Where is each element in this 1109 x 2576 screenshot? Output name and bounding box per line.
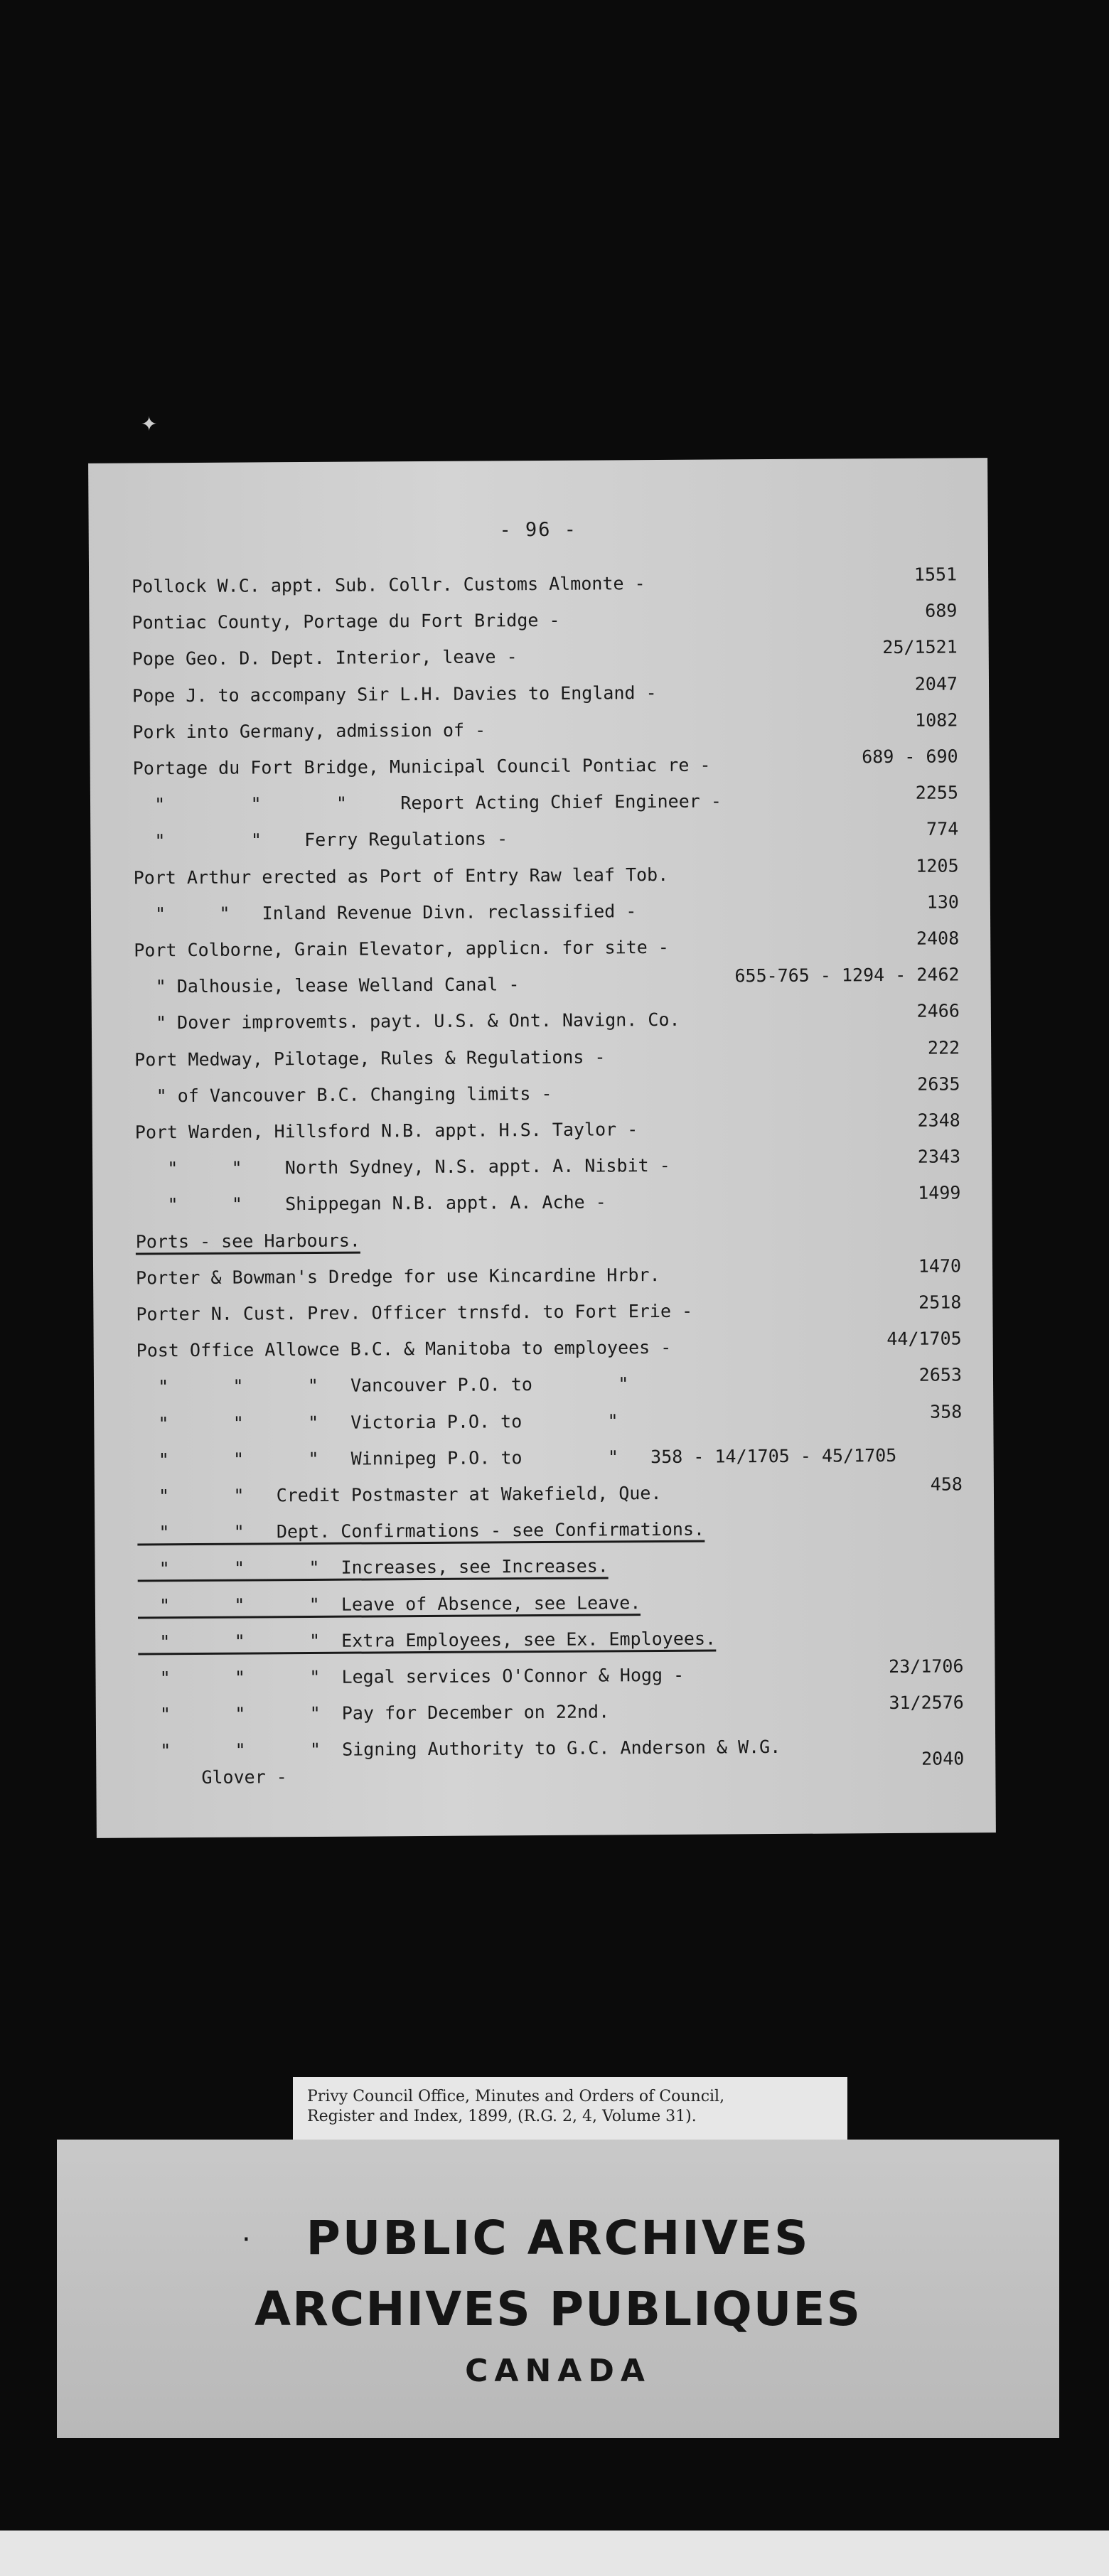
archive-country: CANADA [465, 2353, 651, 2389]
archival-citation [293, 2077, 847, 2145]
index-entry [94, 1328, 993, 1365]
index-entry [92, 1073, 991, 1110]
entry-text: " Dover improvemts. payt. U.S. & Ont. Navign. Co. [134, 1009, 680, 1034]
index-entry [92, 1146, 992, 1183]
entry-text: " " " Extra Employees, see Ex. Employees. [138, 1628, 716, 1655]
entry-text: Porter N. Cust. Prev. Officer trnsfd. to Fort Erie - [136, 1300, 693, 1325]
citation-line-2: Register and Index, 1899, (R.G. 2, 4, Volume 31). [307, 2108, 697, 2125]
entry-text: Post Office Allowce B.C. & Manitoba to employees - [136, 1337, 672, 1361]
entry-reference: 689 - 690 [862, 746, 958, 768]
index-entry [90, 818, 990, 856]
index-entry [90, 782, 990, 819]
index-entry [95, 1622, 995, 1656]
entry-reference: 2653 [918, 1364, 963, 1386]
entry-text: " " " Leave of Absence, see Leave. [138, 1592, 641, 1619]
index-page [88, 458, 996, 1838]
entry-text: " " Ferry Regulations - [133, 828, 508, 852]
entry-reference: 2348 [917, 1110, 960, 1131]
entry-text: Pork into Germany, admission of - [132, 719, 486, 743]
index-entry [89, 600, 988, 637]
entry-text: Port Colborne, Grain Elevator, applicn. for site - [134, 936, 669, 961]
entry-reference: 1499 [918, 1182, 961, 1204]
entry-reference: 774 [926, 818, 959, 840]
entry-reference: 1082 [915, 709, 958, 731]
index-entry [90, 709, 989, 746]
entry-continuation: Glover - [201, 1766, 287, 1788]
index-entry [90, 748, 990, 783]
entry-text: Ports - see Harbours. [136, 1230, 360, 1255]
index-entry [94, 1364, 993, 1402]
entry-text: Porter & Bowman's Dredge for use Kincardine Hrbr. [136, 1264, 660, 1289]
entry-reference: 130 [926, 891, 959, 913]
entry-reference: 2518 [918, 1292, 962, 1313]
card-dot: · [242, 2223, 251, 2256]
entry-reference: 1551 [914, 564, 958, 585]
entry-text: Pope Geo. D. Dept. Interior, leave - [132, 646, 518, 670]
index-entry [92, 1000, 991, 1038]
entry-reference: 23/1706 [889, 1655, 964, 1678]
index-entry [95, 1513, 994, 1547]
index-entry [89, 564, 988, 601]
index-entry [93, 1294, 992, 1329]
entry-text: " " " Victoria P.O. to " [136, 1410, 618, 1434]
entry-text: Port Medway, Pilotage, Rules & Regulations - [134, 1046, 606, 1070]
entry-reference: 2047 [914, 673, 958, 694]
page-number: - 96 - [499, 518, 578, 542]
entry-text: Port Arthur erected as Port of Entry Raw leaf Tob. [133, 864, 669, 889]
entry-reference: 31/2576 [889, 1692, 964, 1714]
entry-text: " of Vancouver B.C. Changing limits - [134, 1083, 552, 1107]
entry-text: " " " Vancouver P.O. to " [136, 1373, 629, 1397]
index-entry [91, 891, 990, 928]
entry-reference: 358 [930, 1400, 963, 1422]
entry-reference: 2408 [916, 928, 960, 949]
entry-text: " Dalhousie, lease Welland Canal - [134, 974, 520, 997]
index-entry [91, 855, 990, 892]
index-entry [91, 964, 990, 1001]
entry-text: " " Dept. Confirmations - see Confirmations. [137, 1519, 704, 1546]
entry-reference: 1470 [918, 1255, 962, 1277]
entry-text: " " Shippegan N.B. appt. A. Ache - [135, 1191, 606, 1215]
entry-text: Pontiac County, Portage du Fort Bridge - [132, 610, 560, 633]
entry-text: Portage du Fort Bridge, Municipal Council Pontiac re - [132, 754, 711, 779]
index-entry [96, 1692, 995, 1729]
entry-reference: 655-765 - 1294 - 2462 [734, 964, 960, 987]
archive-name-english: PUBLIC ARCHIVES [306, 2211, 810, 2265]
index-entry [93, 1255, 992, 1292]
entry-reference: 222 [927, 1037, 960, 1058]
entry-reference: 25/1521 [882, 636, 958, 658]
entry-reference: 2040 [921, 1748, 965, 1770]
entry-text: " " Credit Postmaster at Wakefield, Que. [136, 1482, 662, 1507]
entry-reference: 2466 [916, 1000, 960, 1022]
index-entry [94, 1400, 993, 1438]
entry-text: " " " Winnipeg P.O. to " 358 - 14/1705 - 45/1705 [136, 1444, 897, 1471]
index-entry [93, 1222, 992, 1256]
index-entry [90, 636, 989, 674]
index-entry [96, 1732, 995, 1770]
citation-line-1: Privy Council Office, Minutes and Orders of Council, [307, 2088, 725, 2105]
entry-reference: 458 [930, 1474, 963, 1495]
entry-text: " " " Signing Authority to G.C. Anderson & W.G. [139, 1737, 781, 1761]
entry-text: " " " Increases, see Increases. [138, 1556, 609, 1582]
archive-stamp-card [57, 2140, 1059, 2438]
entry-reference: 1205 [916, 855, 959, 876]
entry-text: Port Warden, Hillsford N.B. appt. H.S. Taylor - [134, 1119, 638, 1143]
film-speck: ✦ [141, 412, 158, 436]
entry-reference: 2255 [915, 782, 959, 803]
entry-text: " " Inland Revenue Divn. reclassified - [133, 900, 637, 925]
index-entry [92, 1182, 992, 1220]
index-entry [90, 673, 989, 710]
archive-name-french: ARCHIVES PUBLIQUES [254, 2282, 862, 2336]
entry-reference: 44/1705 [886, 1328, 962, 1350]
index-entry [92, 1112, 992, 1147]
index-entry [95, 1440, 994, 1474]
entry-reference: 2635 [917, 1073, 960, 1095]
bottom-margin [0, 2531, 1109, 2576]
index-entries [89, 564, 988, 1770]
entry-text: Pope J. to accompany Sir L.H. Davies to England - [132, 682, 657, 707]
index-entry [92, 1037, 991, 1074]
entry-text: " " " Pay for December on 22nd. [138, 1701, 610, 1725]
entry-reference: 689 [925, 600, 958, 621]
index-entry [95, 1550, 994, 1584]
entry-text: Pollock W.C. appt. Sub. Collr. Customs Almonte - [132, 573, 645, 597]
entry-text: " " " Report Acting Chief Engineer - [132, 790, 722, 815]
entry-text: " " North Sydney, N.S. appt. A. Nisbit - [135, 1155, 670, 1179]
index-entry [95, 1586, 995, 1620]
entry-text: " " " Legal services O'Connor & Hogg - [138, 1664, 685, 1689]
index-entry [91, 930, 990, 965]
entry-reference: 2343 [917, 1146, 961, 1167]
index-entry [95, 1655, 995, 1692]
index-entry [95, 1476, 994, 1510]
